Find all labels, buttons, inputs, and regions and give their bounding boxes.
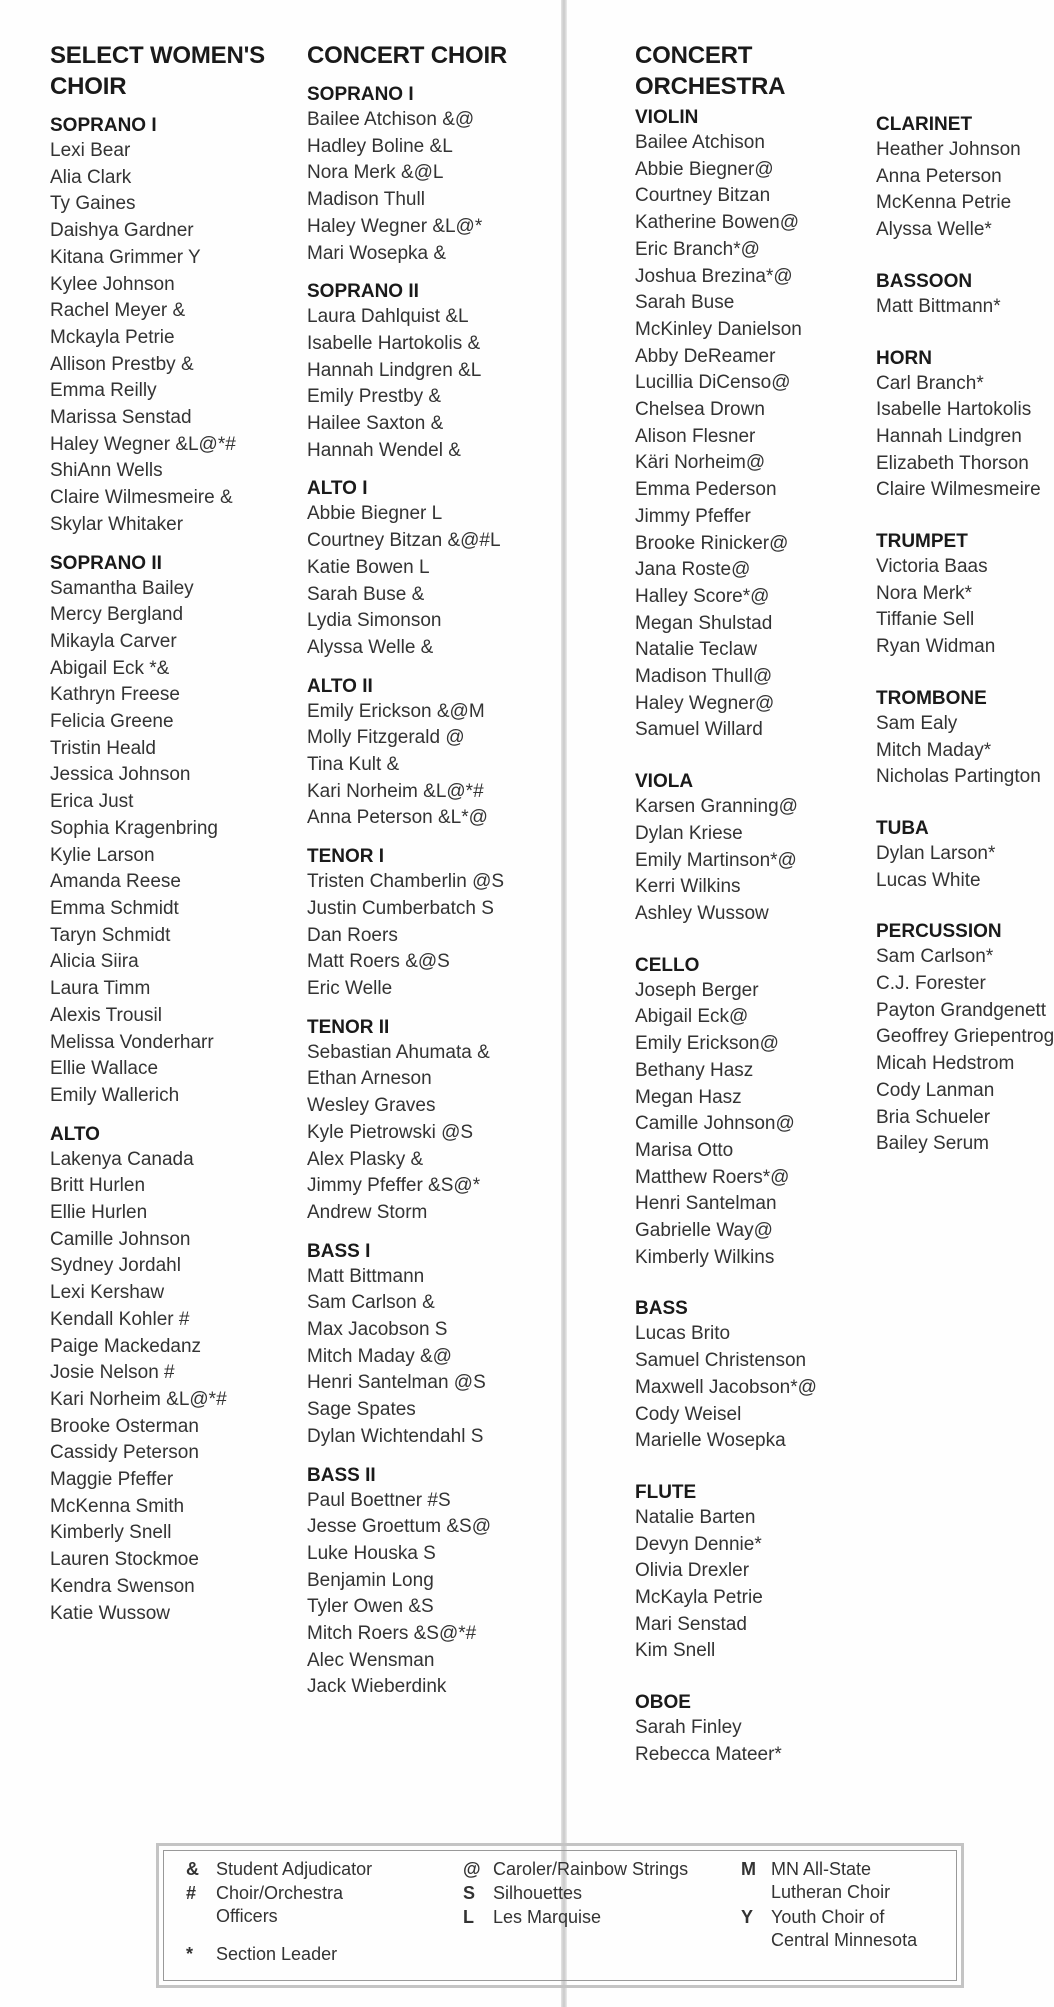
- member-name: Haley Wegner &L@*: [307, 215, 483, 237]
- roster-section: [635, 1481, 860, 1665]
- member-name: Emily Erickson &@M: [307, 700, 485, 722]
- section-heading: HORN: [876, 347, 932, 369]
- member-name: Laura Dahlquist &L: [307, 306, 469, 328]
- member-name: Henri Santelman @S: [307, 1372, 486, 1394]
- member-name: Abbie Biegner L: [307, 503, 443, 525]
- legend-text: Silhouettes: [493, 1883, 583, 1903]
- concert-orchestra-column-continued: [876, 113, 1054, 1184]
- roster-section: [635, 1691, 860, 1768]
- member-name: Isabelle Hartokolis &: [307, 332, 481, 354]
- roster-section: [50, 552, 290, 1110]
- roster-section: [876, 920, 1054, 1158]
- member-name: Marissa Senstad: [50, 407, 192, 429]
- member-name: Chelsea Drown: [635, 399, 765, 421]
- member-name: Mercy Bergland: [50, 604, 184, 626]
- member-name: Erica Just: [50, 791, 134, 813]
- roster-section: [876, 530, 1020, 661]
- member-name: Rachel Meyer &: [50, 300, 186, 322]
- column-title: SELECT WOMEN'S CHOIR: [50, 42, 265, 100]
- member-name: Eric Welle: [307, 977, 393, 999]
- member-name: Dylan Larson*: [876, 842, 996, 864]
- member-list: [635, 1321, 860, 1455]
- member-name: Courtney Bitzan: [635, 185, 771, 207]
- member-name: Hadley Boline &L: [307, 135, 453, 157]
- member-name: Marisa Otto: [635, 1139, 734, 1161]
- member-name: Matt Bittmann*: [876, 295, 1001, 317]
- section-heading: SOPRANO II: [307, 281, 419, 303]
- roster-section: [307, 1016, 557, 1227]
- member-name: Natalie Teclaw: [635, 639, 758, 661]
- member-name: Megan Hasz: [635, 1086, 742, 1108]
- member-list: [876, 371, 1041, 505]
- member-name: Jack Wieberdink: [307, 1676, 447, 1698]
- member-name: Eric Branch*@: [635, 238, 760, 260]
- roster-section: [635, 1297, 860, 1455]
- member-name: Hannah Wendel &: [307, 439, 461, 461]
- roster-section: [635, 770, 860, 928]
- member-name: Sydney Jordahl: [50, 1255, 181, 1277]
- member-name: C.J. Forester: [876, 973, 986, 995]
- legend-symbol: &: [186, 1859, 199, 1879]
- member-name: Alison Flesner: [635, 425, 756, 447]
- member-list: [50, 576, 290, 1110]
- member-name: Mitch Maday*: [876, 739, 992, 761]
- member-name: Lakenya Canada: [50, 1148, 194, 1170]
- member-name: Käri Norheim@: [635, 452, 766, 474]
- member-name: Camille Johnson@: [635, 1113, 795, 1135]
- member-name: Kari Norheim &L@*#: [50, 1388, 227, 1410]
- member-name: Tina Kult &: [307, 754, 400, 776]
- section-heading: ALTO II: [307, 675, 373, 697]
- member-name: Courtney Bitzan &@#L: [307, 530, 501, 552]
- member-name: Laura Timm: [50, 978, 151, 1000]
- section-heading: ALTO: [50, 1123, 100, 1145]
- section-heading: TENOR I: [307, 846, 385, 868]
- member-name: Bailey Serum: [876, 1133, 989, 1155]
- member-name: Samuel Willard: [635, 719, 763, 741]
- member-name: Heather Johnson: [876, 139, 1021, 160]
- member-name: Amanda Reese: [50, 871, 181, 893]
- member-name: Wesley Graves: [307, 1095, 436, 1117]
- member-name: McKayla Petrie: [635, 1587, 763, 1609]
- member-list: [307, 501, 557, 661]
- member-name: Kylie Larson: [50, 844, 155, 866]
- roster-section: [876, 270, 1020, 321]
- member-name: Ellie Hurlen: [50, 1202, 148, 1224]
- member-name: Maxwell Jacobson*@: [635, 1376, 817, 1398]
- member-name: Victoria Baas: [876, 556, 988, 578]
- member-name: Kyle Pietrowski @S: [307, 1121, 474, 1143]
- member-name: Kathryn Freese: [50, 684, 180, 706]
- member-list: [307, 869, 557, 1003]
- member-name: Megan Shulstad: [635, 612, 773, 634]
- section-heading: VIOLA: [635, 771, 694, 793]
- concert-orchestra-column: [635, 40, 860, 1795]
- member-name: Matt Roers &@S: [307, 951, 450, 973]
- section-heading: BASSOON: [876, 270, 973, 292]
- member-name: Claire Wilmesmeire: [876, 479, 1041, 501]
- member-name: Lucas Brito: [635, 1323, 731, 1345]
- member-name: Luke Houska S: [307, 1542, 436, 1564]
- roster-section: [307, 845, 557, 1003]
- member-name: Tristin Heald: [50, 737, 156, 759]
- member-name: Tristen Chamberlin @S: [307, 871, 505, 893]
- legend-symbol: Y: [741, 1907, 754, 1927]
- member-name: Samantha Bailey: [50, 577, 194, 599]
- member-name: Jimmy Pfeffer: [635, 505, 751, 527]
- member-name: Alia Clark: [50, 166, 132, 188]
- member-name: McKinley Danielson: [635, 318, 802, 340]
- roster-section: [50, 1123, 290, 1628]
- member-name: Lucillia DiCenso@: [635, 372, 791, 394]
- member-name: Lydia Simonson: [307, 610, 442, 632]
- column-title: CONCERT ORCHESTRA: [635, 42, 786, 100]
- legend-symbol: #: [186, 1883, 197, 1903]
- member-name: Emma Schmidt: [50, 897, 179, 919]
- member-name: Kylee Johnson: [50, 273, 175, 295]
- legend-text: Section Leader: [216, 1944, 338, 1964]
- member-name: Molly Fitzgerald @: [307, 727, 465, 749]
- member-name: Emma Pederson: [635, 479, 777, 501]
- member-name: Devyn Dennie*: [635, 1533, 762, 1555]
- member-list: [635, 130, 860, 744]
- member-name: Mari Senstad: [635, 1613, 747, 1635]
- column-title: CONCERT CHOIR: [307, 42, 508, 69]
- member-list: [876, 137, 1020, 244]
- member-name: Sam Carlson &: [307, 1292, 435, 1314]
- member-name: Brooke Osterman: [50, 1415, 199, 1437]
- member-name: Rebecca Mateer*: [635, 1743, 782, 1765]
- member-name: Daishya Gardner: [50, 220, 194, 242]
- member-name: Brooke Rinicker@: [635, 532, 789, 554]
- legend-text: Les Marquise: [493, 1907, 602, 1927]
- member-name: Gabrielle Way@: [635, 1220, 773, 1242]
- member-name: Lexi Kershaw: [50, 1282, 165, 1304]
- member-name: Karsen Granning@: [635, 796, 798, 818]
- member-list: [307, 1264, 557, 1451]
- roster-section: [50, 114, 290, 539]
- member-name: Matt Bittmann: [307, 1265, 425, 1287]
- member-name: Carl Branch*: [876, 372, 984, 394]
- roster-section: [635, 954, 860, 1272]
- member-list: [50, 1147, 290, 1628]
- member-name: Claire Wilmesmeire &: [50, 487, 233, 509]
- symbol-legend: [156, 1843, 964, 1988]
- concert-choir-column: [307, 40, 557, 1714]
- member-name: Felicia Greene: [50, 711, 174, 733]
- member-name: Jana Roste@: [635, 559, 751, 581]
- member-name: Halley Score*@: [635, 585, 770, 607]
- roster-section: [876, 687, 1041, 791]
- member-name: Emma Reilly: [50, 380, 157, 402]
- member-name: Alicia Siira: [50, 951, 139, 973]
- member-name: Lexi Bear: [50, 140, 131, 161]
- roster-section: [876, 347, 1041, 505]
- member-name: Emily Erickson@: [635, 1033, 779, 1055]
- column-divider: [561, 0, 567, 2007]
- section-heading: BASS: [635, 1298, 688, 1320]
- legend-text: Youth Choir of Central Minnesota: [771, 1907, 918, 1950]
- member-name: Andrew Storm: [307, 1201, 428, 1223]
- member-name: Alyssa Welle*: [876, 219, 992, 241]
- member-name: Sam Ealy: [876, 712, 958, 734]
- legend-text: Choir/Orchestra Officers: [216, 1883, 344, 1926]
- roster-section: [635, 106, 860, 744]
- member-name: Anna Peterson &L*@: [307, 807, 488, 829]
- member-name: Dylan Kriese: [635, 822, 743, 844]
- roster-section: [307, 675, 557, 833]
- member-name: Abbie Biegner@: [635, 158, 774, 180]
- member-name: Mitch Roers &S@*#: [307, 1623, 477, 1645]
- member-name: Kendra Swenson: [50, 1575, 195, 1597]
- member-name: Elizabeth Thorson: [876, 452, 1029, 474]
- member-name: Alec Wensman: [307, 1649, 435, 1671]
- member-name: Hannah Lindgren &L: [307, 359, 482, 381]
- member-name: Jessica Johnson: [50, 764, 191, 786]
- member-name: Kendall Kohler #: [50, 1308, 190, 1330]
- member-name: Britt Hurlen: [50, 1175, 146, 1197]
- member-list: [876, 554, 1020, 661]
- member-name: Allison Prestby &: [50, 353, 194, 375]
- section-heading: CELLO: [635, 954, 700, 976]
- member-list: [635, 1715, 860, 1768]
- member-name: Cody Lanman: [876, 1079, 995, 1101]
- member-name: Haley Wegner@: [635, 692, 775, 714]
- member-name: Camille Johnson: [50, 1228, 191, 1250]
- member-name: Sarah Buse &: [307, 583, 425, 605]
- legend-text: MN All-State Lutheran Choir: [771, 1859, 891, 1902]
- legend-symbol: @: [463, 1859, 481, 1879]
- member-name: Sam Carlson*: [876, 946, 994, 968]
- member-name: Kari Norheim &L@*#: [307, 780, 484, 802]
- member-name: Emily Prestby &: [307, 386, 442, 408]
- member-name: McKenna Petrie: [876, 192, 1012, 214]
- section-heading: TROMBONE: [876, 687, 987, 709]
- member-name: Ashley Wussow: [635, 902, 769, 924]
- member-name: Lucas White: [876, 869, 981, 891]
- member-list: [307, 1488, 557, 1702]
- section-heading: BASS II: [307, 1464, 376, 1486]
- member-name: Bailee Atchison &@: [307, 109, 475, 130]
- member-list: [307, 699, 557, 833]
- member-name: Sophia Kragenbring: [50, 817, 218, 839]
- member-name: Kimberly Wilkins: [635, 1246, 775, 1268]
- section-heading: TRUMPET: [876, 531, 968, 553]
- member-name: Sage Spates: [307, 1399, 416, 1421]
- member-name: Lauren Stockmoe: [50, 1549, 199, 1571]
- member-name: Isabelle Hartokolis: [876, 399, 1032, 421]
- member-name: ShiAnn Wells: [50, 460, 163, 482]
- member-name: Bria Schueler: [876, 1106, 991, 1128]
- member-name: Sebastian Ahumata &: [307, 1041, 490, 1063]
- member-name: Emily Martinson*@: [635, 849, 797, 871]
- member-name: Olivia Drexler: [635, 1560, 750, 1582]
- member-name: Alexis Trousil: [50, 1004, 162, 1026]
- member-name: Cody Weisel: [635, 1403, 742, 1425]
- member-name: Hailee Saxton &: [307, 413, 444, 435]
- member-list: [876, 711, 1041, 791]
- member-name: Abigail Eck@: [635, 1006, 749, 1028]
- member-name: Henri Santelman: [635, 1193, 777, 1215]
- member-list: [635, 1505, 860, 1665]
- section-heading: FLUTE: [635, 1481, 697, 1503]
- member-name: Alyssa Welle &: [307, 636, 434, 658]
- member-name: Matthew Roers*@: [635, 1166, 790, 1188]
- member-name: Anna Peterson: [876, 165, 1002, 187]
- member-name: Bailee Atchison: [635, 132, 765, 153]
- section-heading: TENOR II: [307, 1016, 390, 1038]
- member-name: Dylan Wichtendahl S: [307, 1425, 484, 1447]
- legend-symbol: M: [741, 1859, 756, 1879]
- member-name: Ethan Arneson: [307, 1068, 432, 1090]
- member-name: Madison Thull@: [635, 666, 773, 688]
- member-name: Marielle Wosepka: [635, 1430, 786, 1452]
- member-name: Kim Snell: [635, 1640, 716, 1662]
- section-heading: CLARINET: [876, 114, 973, 135]
- section-heading: PERCUSSION: [876, 921, 1002, 943]
- member-name: Abigail Eck *&: [50, 657, 170, 679]
- select-womens-choir-column: [50, 40, 290, 1640]
- roster-section: [307, 477, 557, 661]
- roster-section: [307, 83, 557, 267]
- member-name: Haley Wegner &L@*#: [50, 433, 236, 455]
- member-name: Kimberly Snell: [50, 1522, 172, 1544]
- member-name: Katherine Bowen@: [635, 212, 799, 234]
- member-name: Abby DeReamer: [635, 345, 776, 367]
- member-name: Melissa Vonderharr: [50, 1031, 214, 1053]
- member-list: [50, 138, 290, 539]
- member-name: Joseph Berger: [635, 979, 759, 1001]
- member-name: Katie Bowen L: [307, 556, 430, 578]
- member-list: [307, 1040, 557, 1227]
- member-name: Justin Cumberbatch S: [307, 897, 494, 919]
- member-name: Dan Roers: [307, 924, 398, 946]
- roster-section: [307, 280, 557, 464]
- member-name: Emily Wallerich: [50, 1084, 180, 1106]
- roster-section: [307, 1240, 557, 1451]
- member-name: Nora Merk &@L: [307, 162, 444, 184]
- section-heading: ALTO I: [307, 478, 368, 500]
- legend-symbol: S: [463, 1883, 476, 1903]
- member-name: Mikayla Carver: [50, 630, 177, 652]
- member-name: Benjamin Long: [307, 1569, 434, 1591]
- member-name: Geoffrey Griepentrog: [876, 1026, 1054, 1048]
- section-heading: SOPRANO I: [307, 84, 414, 105]
- member-name: Cassidy Peterson: [50, 1442, 199, 1464]
- section-heading: VIOLIN: [635, 107, 699, 128]
- section-heading: SOPRANO II: [50, 552, 162, 574]
- member-name: Micah Hedstrom: [876, 1053, 1015, 1075]
- member-name: Payton Grandgenett: [876, 999, 1047, 1021]
- member-name: Nora Merk*: [876, 582, 973, 604]
- member-name: Mckayla Petrie: [50, 326, 175, 348]
- section-heading: OBOE: [635, 1692, 691, 1714]
- member-name: Joshua Brezina*@: [635, 265, 793, 287]
- member-name: Sarah Buse: [635, 292, 735, 314]
- member-list: [635, 794, 860, 928]
- member-name: Ryan Widman: [876, 636, 996, 658]
- member-list: [876, 294, 1020, 321]
- member-list: [635, 978, 860, 1272]
- member-list: [307, 304, 557, 464]
- member-name: Mitch Maday &@: [307, 1345, 452, 1367]
- member-list: [876, 841, 1020, 894]
- legend-text: Student Adjudicator: [216, 1859, 373, 1879]
- member-name: Jesse Groettum &S@: [307, 1516, 492, 1538]
- member-name: Ellie Wallace: [50, 1058, 159, 1080]
- member-name: Tyler Owen &S: [307, 1596, 434, 1618]
- member-name: Kerri Wilkins: [635, 876, 741, 898]
- legend-symbol: *: [186, 1944, 194, 1964]
- member-name: Taryn Schmidt: [50, 924, 171, 946]
- member-name: Paul Boettner #S: [307, 1489, 451, 1511]
- roster-section: [307, 1464, 557, 1702]
- member-list: [876, 944, 1054, 1158]
- member-name: Natalie Barten: [635, 1506, 756, 1528]
- member-name: Tiffanie Sell: [876, 609, 975, 631]
- legend-symbol: L: [463, 1907, 474, 1927]
- section-heading: TUBA: [876, 817, 929, 839]
- member-name: Alex Plasky &: [307, 1148, 424, 1170]
- roster-section: [876, 817, 1020, 894]
- member-name: Sarah Finley: [635, 1717, 742, 1739]
- member-name: McKenna Smith: [50, 1495, 185, 1517]
- legend-text: Caroler/Rainbow Strings: [493, 1859, 689, 1879]
- member-name: Josie Nelson #: [50, 1362, 175, 1384]
- member-name: Madison Thull: [307, 189, 425, 211]
- member-name: Paige Mackedanz: [50, 1335, 202, 1357]
- member-name: Katie Wussow: [50, 1602, 171, 1624]
- member-name: Kitana Grimmer Y: [50, 246, 201, 268]
- member-list: [307, 107, 557, 267]
- member-name: Jimmy Pfeffer &S@*: [307, 1175, 481, 1197]
- section-heading: SOPRANO I: [50, 115, 157, 136]
- roster-section: [876, 113, 1020, 244]
- member-name: Mari Wosepka &: [307, 242, 447, 264]
- member-name: Max Jacobson S: [307, 1319, 448, 1341]
- member-name: Samuel Christenson: [635, 1350, 807, 1372]
- member-name: Maggie Pfeffer: [50, 1469, 174, 1491]
- member-name: Skylar Whitaker: [50, 513, 184, 535]
- member-name: Ty Gaines: [50, 193, 136, 215]
- section-heading: BASS I: [307, 1240, 371, 1262]
- member-name: Nicholas Partington: [876, 766, 1041, 788]
- member-name: Hannah Lindgren: [876, 425, 1022, 447]
- member-name: Bethany Hasz: [635, 1059, 754, 1081]
